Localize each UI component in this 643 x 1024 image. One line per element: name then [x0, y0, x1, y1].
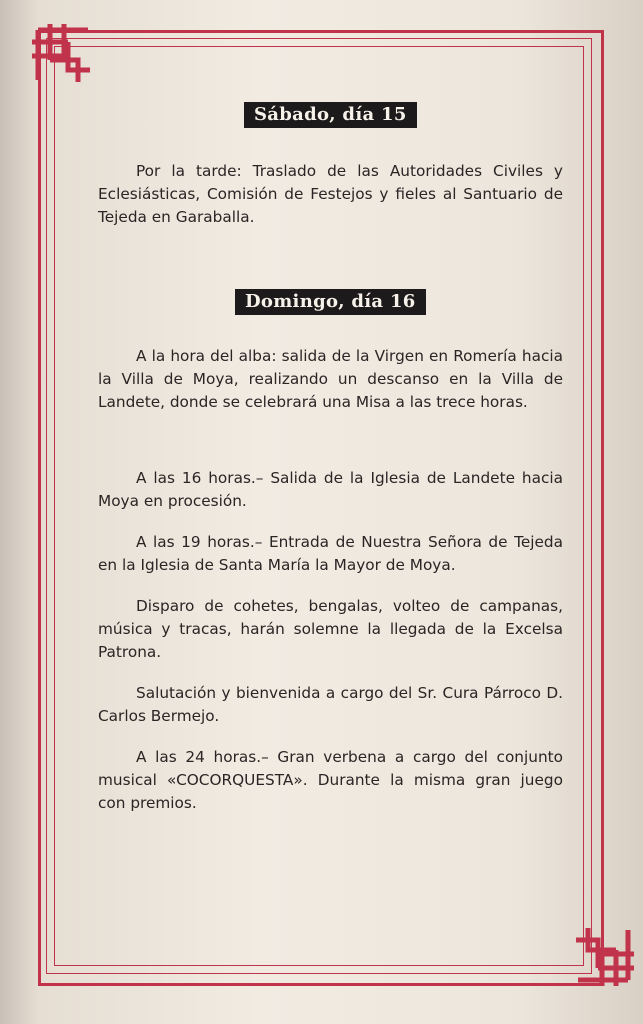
- sunday-paragraph-4: Disparo de cohetes, bengalas, volteo de campanas, música y tracas, harán solemne la llegada de la Excelsa Patrona.: [98, 597, 563, 661]
- sunday-paragraph-3: A las 19 horas.– Entrada de Nuestra Señora de Tejeda en la Iglesia de Santa María la Mayor de Moya.: [98, 533, 563, 574]
- corner-ornament-bottom-right: [560, 912, 638, 990]
- sunday-paragraph-5: Salutación y bienvenida a cargo del Sr. Cura Párroco D. Carlos Bermejo.: [98, 684, 563, 725]
- saturday-heading: Sábado, día 15: [244, 102, 417, 128]
- corner-ornament-top-left: [28, 20, 106, 98]
- sunday-paragraph-1: A la hora del alba: salida de la Virgen en Romería hacia la Villa de Moya, realizando un descanso en la Villa de Landete, donde se celebrará una Misa a las trece horas.: [98, 347, 563, 411]
- sunday-heading: Domingo, día 16: [235, 289, 426, 315]
- sunday-paragraph-2: A las 16 horas.– Salida de la Iglesia de Landete hacia Moya en procesión.: [98, 469, 563, 510]
- sunday-paragraph-6: A las 24 horas.– Gran verbena a cargo del conjunto musical «COCORQUESTA». Durante la misma gran juego con premios.: [98, 748, 563, 812]
- saturday-paragraph: Por la tarde: Traslado de las Autoridades Civiles y Eclesiásticas, Comisión de Festejos y fieles al Santuario de Tejeda en Garaballa.: [98, 162, 563, 226]
